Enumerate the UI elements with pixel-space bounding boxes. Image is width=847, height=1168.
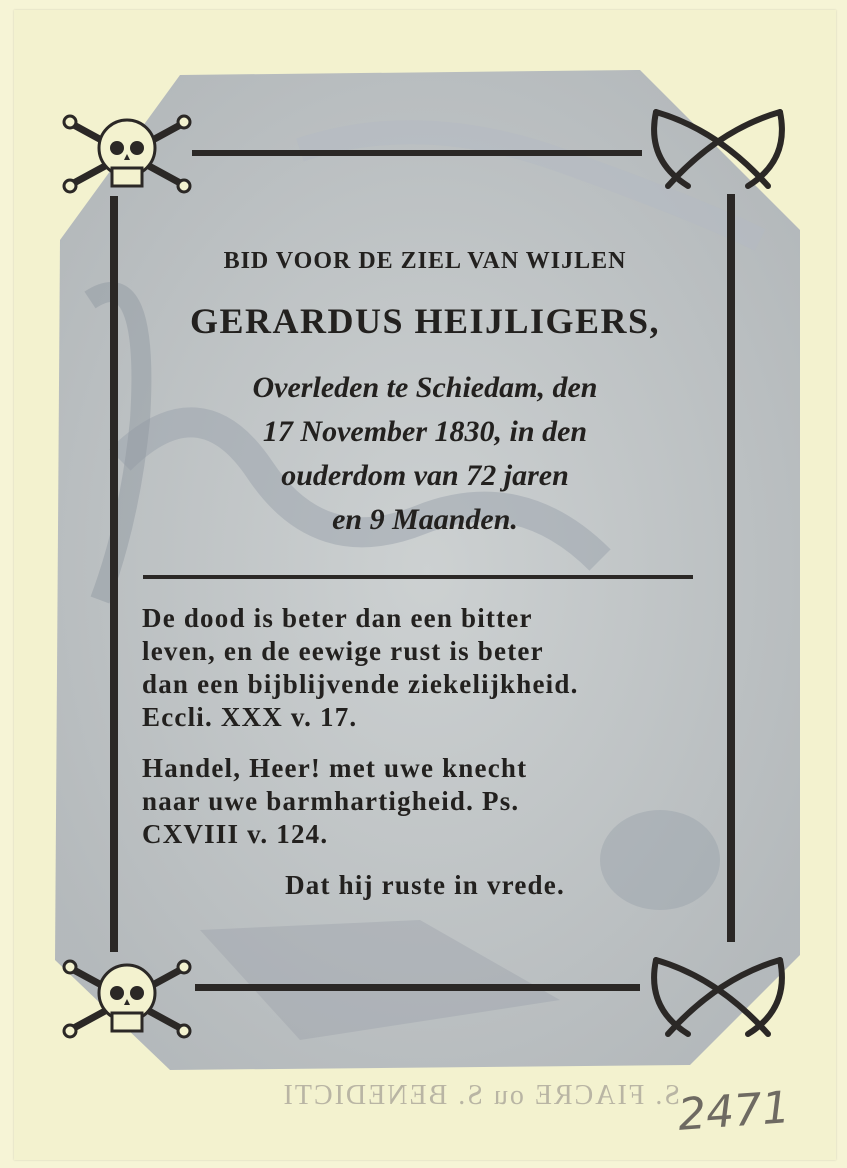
heading: BID VOOR DE ZIEL VAN WIJLEN	[223, 248, 627, 274]
reverse-show-through: S. FIACRE ou S. BENEDICTI	[281, 1080, 680, 1111]
divider-rule	[143, 575, 693, 579]
closing-prayer: Dat hij ruste in vrede.	[285, 870, 565, 900]
verse-line: Handel, Heer! met uwe knecht	[142, 753, 528, 783]
crossed-scythes-icon	[648, 948, 788, 1040]
crossed-scythes-icon	[648, 100, 788, 192]
verse-psalm	[142, 752, 708, 851]
deceased-name: GERARDUS HEIJLIGERS,	[189, 301, 661, 341]
verse-line: Eccli. XXX v. 17.	[142, 702, 358, 732]
verse-line: dan een bijblijvende ziekelijkheid.	[142, 669, 579, 699]
death-line: ouderdom van 72 jaren	[281, 459, 569, 492]
skull-crossbones-icon	[62, 955, 192, 1041]
verse-line: leven, en de eewige rust is beter	[142, 636, 544, 666]
verse-line: De dood is beter dan een bitter	[142, 603, 533, 633]
left-rule	[110, 196, 118, 952]
top-rule	[192, 150, 642, 156]
bottom-rule	[195, 984, 640, 991]
right-rule	[727, 194, 735, 942]
catalog-number: 2471	[676, 1082, 792, 1141]
death-line: Overleden te Schiedam, den	[252, 371, 598, 404]
death-line: 17 November 1830, in den	[262, 415, 588, 448]
death-details	[142, 366, 708, 542]
verse-line: CXVIII v. 124.	[142, 819, 329, 849]
verse-ecclesiasticus	[142, 602, 708, 734]
verse-line: naar uwe barmhartigheid. Ps.	[142, 786, 520, 816]
death-line: en 9 Maanden.	[332, 503, 518, 536]
skull-crossbones-icon	[62, 110, 192, 196]
